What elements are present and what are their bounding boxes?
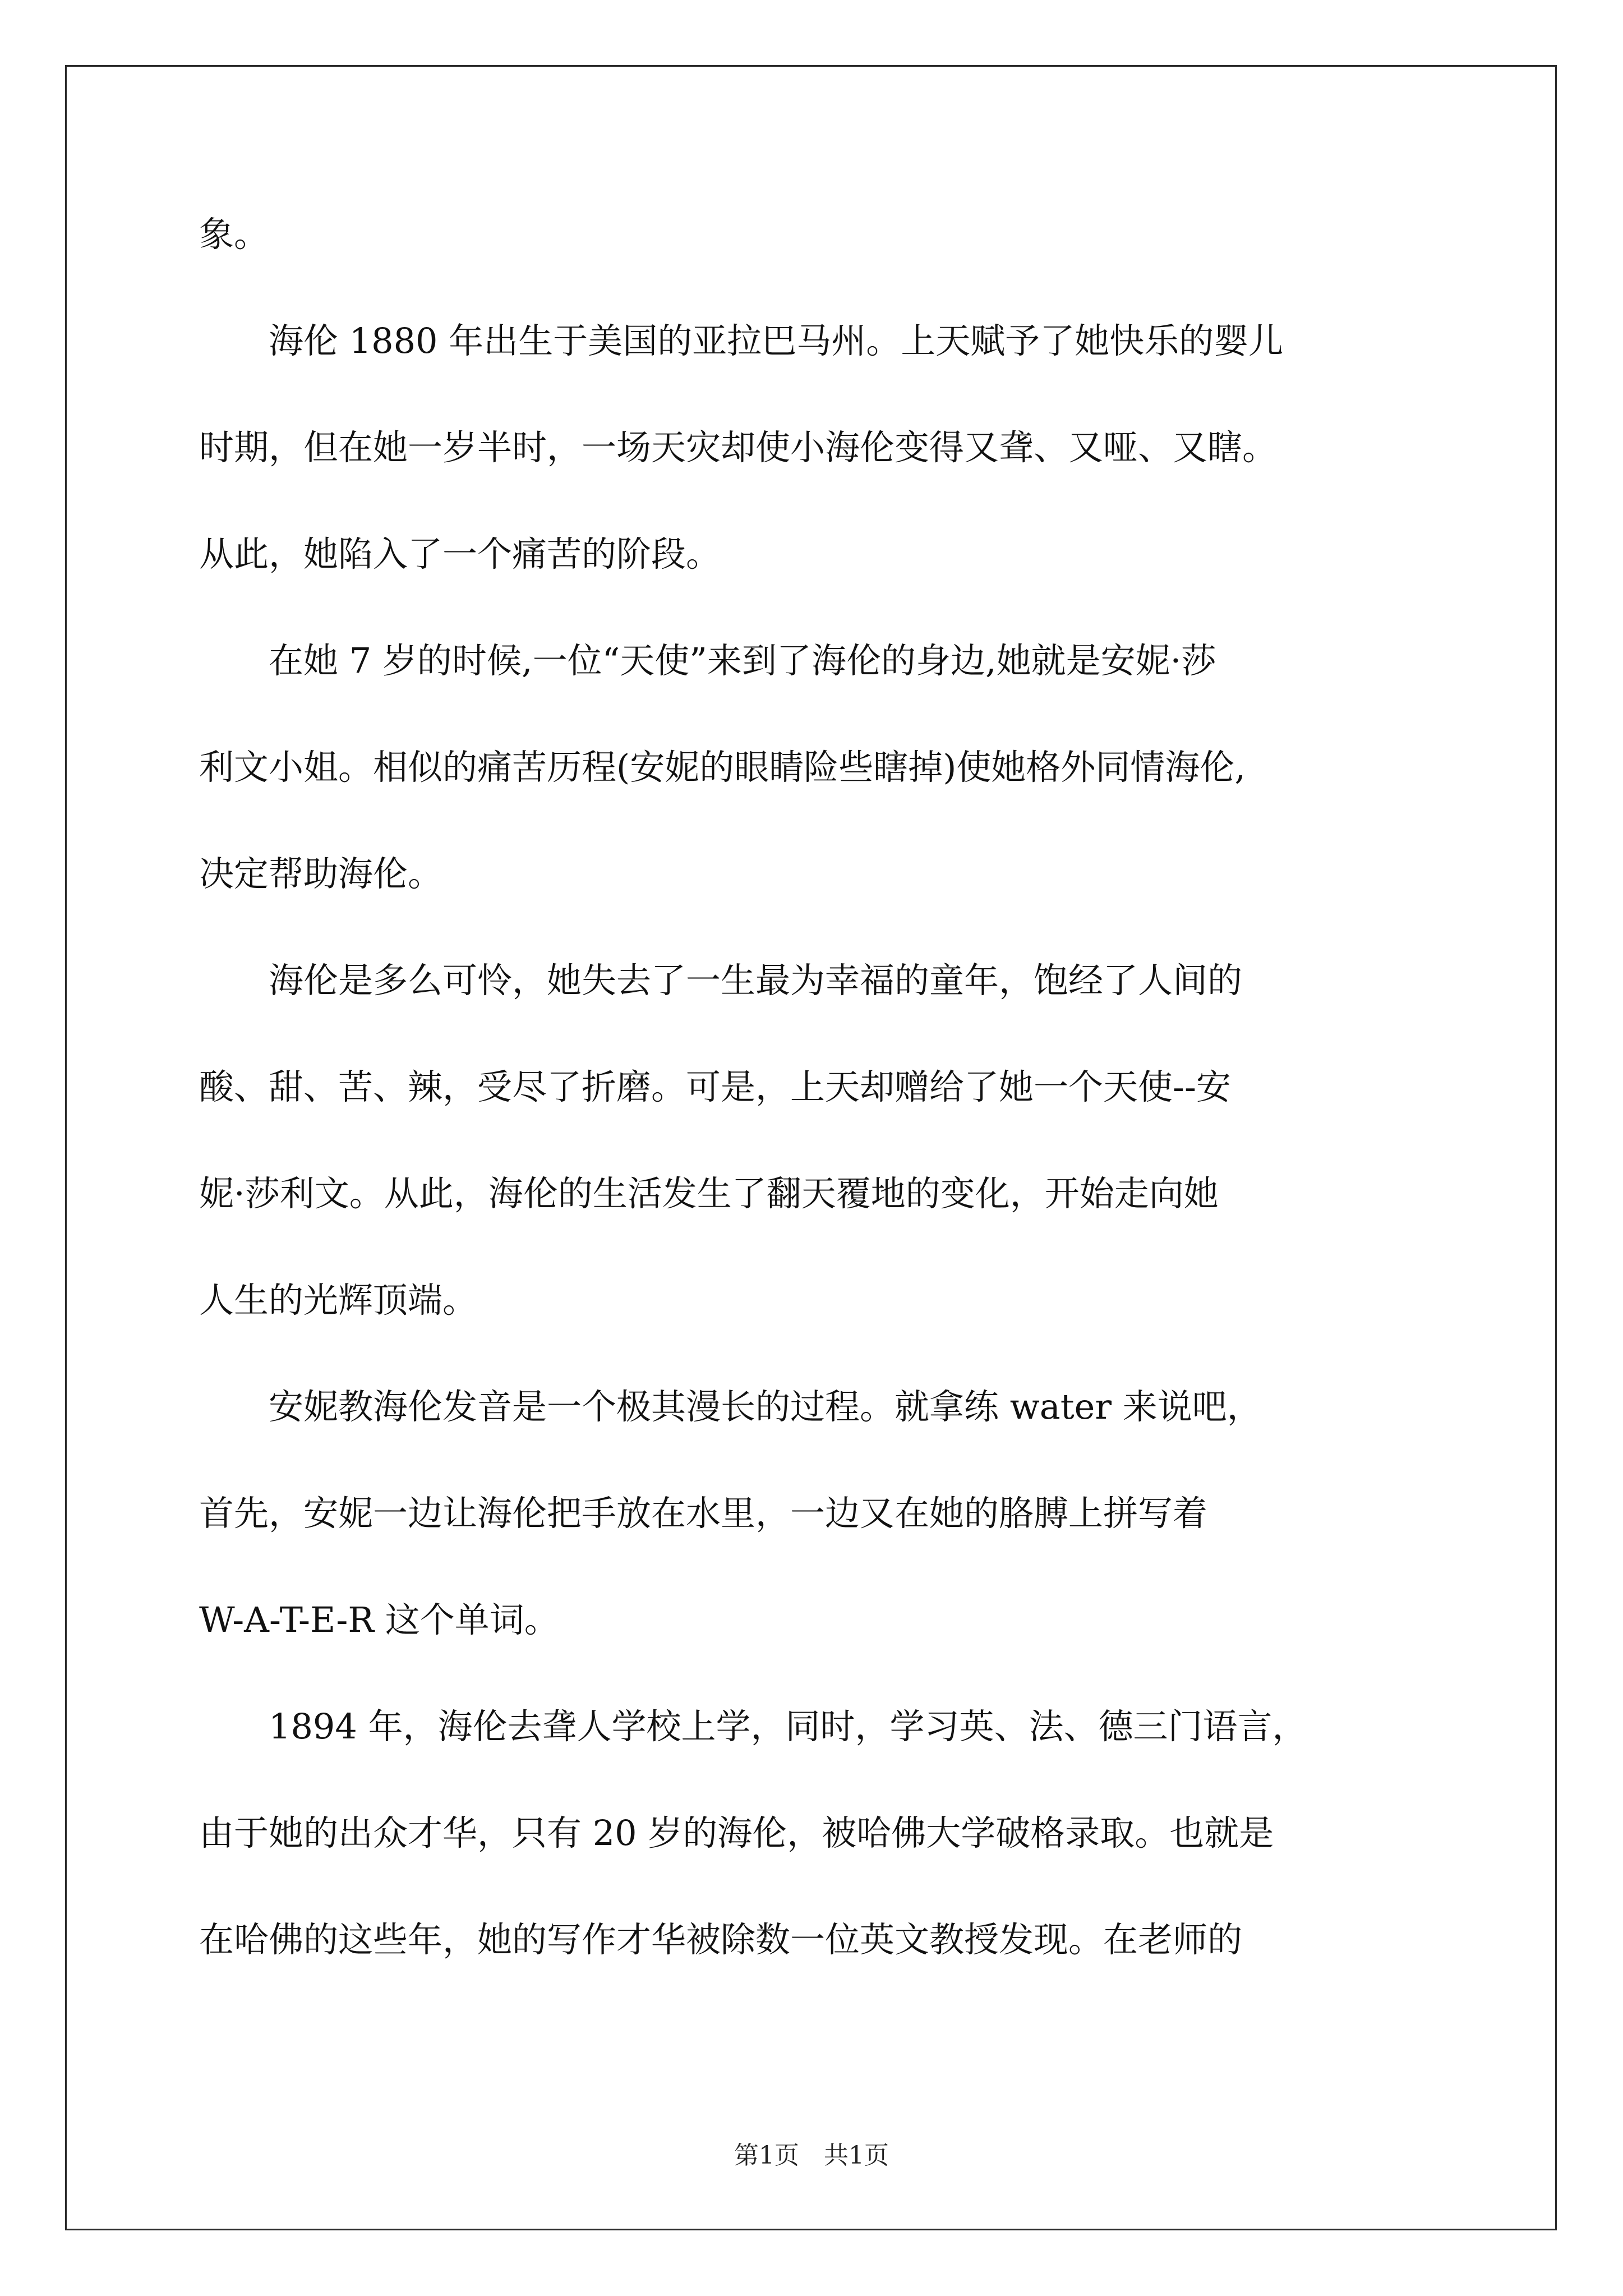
page-footer: 第1页 共1页: [734, 2141, 889, 2170]
text-line: 酸、甜、苦、辣，受尽了折磨。可是，上天却赠给了她一个天使--安: [199, 1066, 1231, 1107]
text-line: 海伦 1880 年出生于美国的亚拉巴马州。上天赋予了她快乐的婴儿: [199, 320, 1284, 361]
text-line: W-A-T-E-R 这个单词。: [199, 1599, 559, 1640]
text-line: 象。: [199, 214, 269, 255]
text-line: 海伦是多么可怜，她失去了一生最为幸福的童年，饱经了人间的: [199, 960, 1243, 1001]
text-line: 从此，她陷入了一个痛苦的阶段。: [199, 533, 721, 574]
text-line: 在她 7 岁的时候,一位“天使”来到了海伦的身边,她就是安妮·莎: [199, 640, 1216, 681]
text-line: 利文小姐。相似的痛苦历程(安妮的眼睛险些瞎掉)使她格外同情海伦,: [199, 747, 1246, 788]
text-line: 安妮教海伦发音是一个极其漫长的过程。就拿练 water 来说吧，: [199, 1386, 1262, 1427]
text-line: 时期，但在她一岁半时，一场天灾却使小海伦变得又聋、又哑、又瞎。: [199, 427, 1278, 468]
text-line: 妮·莎利文。从此，海伦的生活发生了翻天覆地的变化，开始走向她: [199, 1173, 1219, 1214]
text-line: 由于她的出众才华，只有 20 岁的海伦，被哈佛大学破格录取。也就是: [199, 1812, 1274, 1853]
text-line: 决定帮助海伦。: [199, 853, 443, 894]
page-border: [65, 65, 1557, 2230]
text-line: 在哈佛的这些年，她的写作才华被除数一位英文教授发现。在老师的: [199, 1919, 1243, 1960]
text-line: 1894 年，海伦去聋人学校上学，同时，学习英、法、德三门语言，: [199, 1706, 1307, 1747]
text-line: 首先，安妮一边让海伦把手放在水里，一边又在她的胳膊上拼写着: [199, 1493, 1208, 1534]
text-line: 人生的光辉顶端。: [199, 1280, 478, 1320]
